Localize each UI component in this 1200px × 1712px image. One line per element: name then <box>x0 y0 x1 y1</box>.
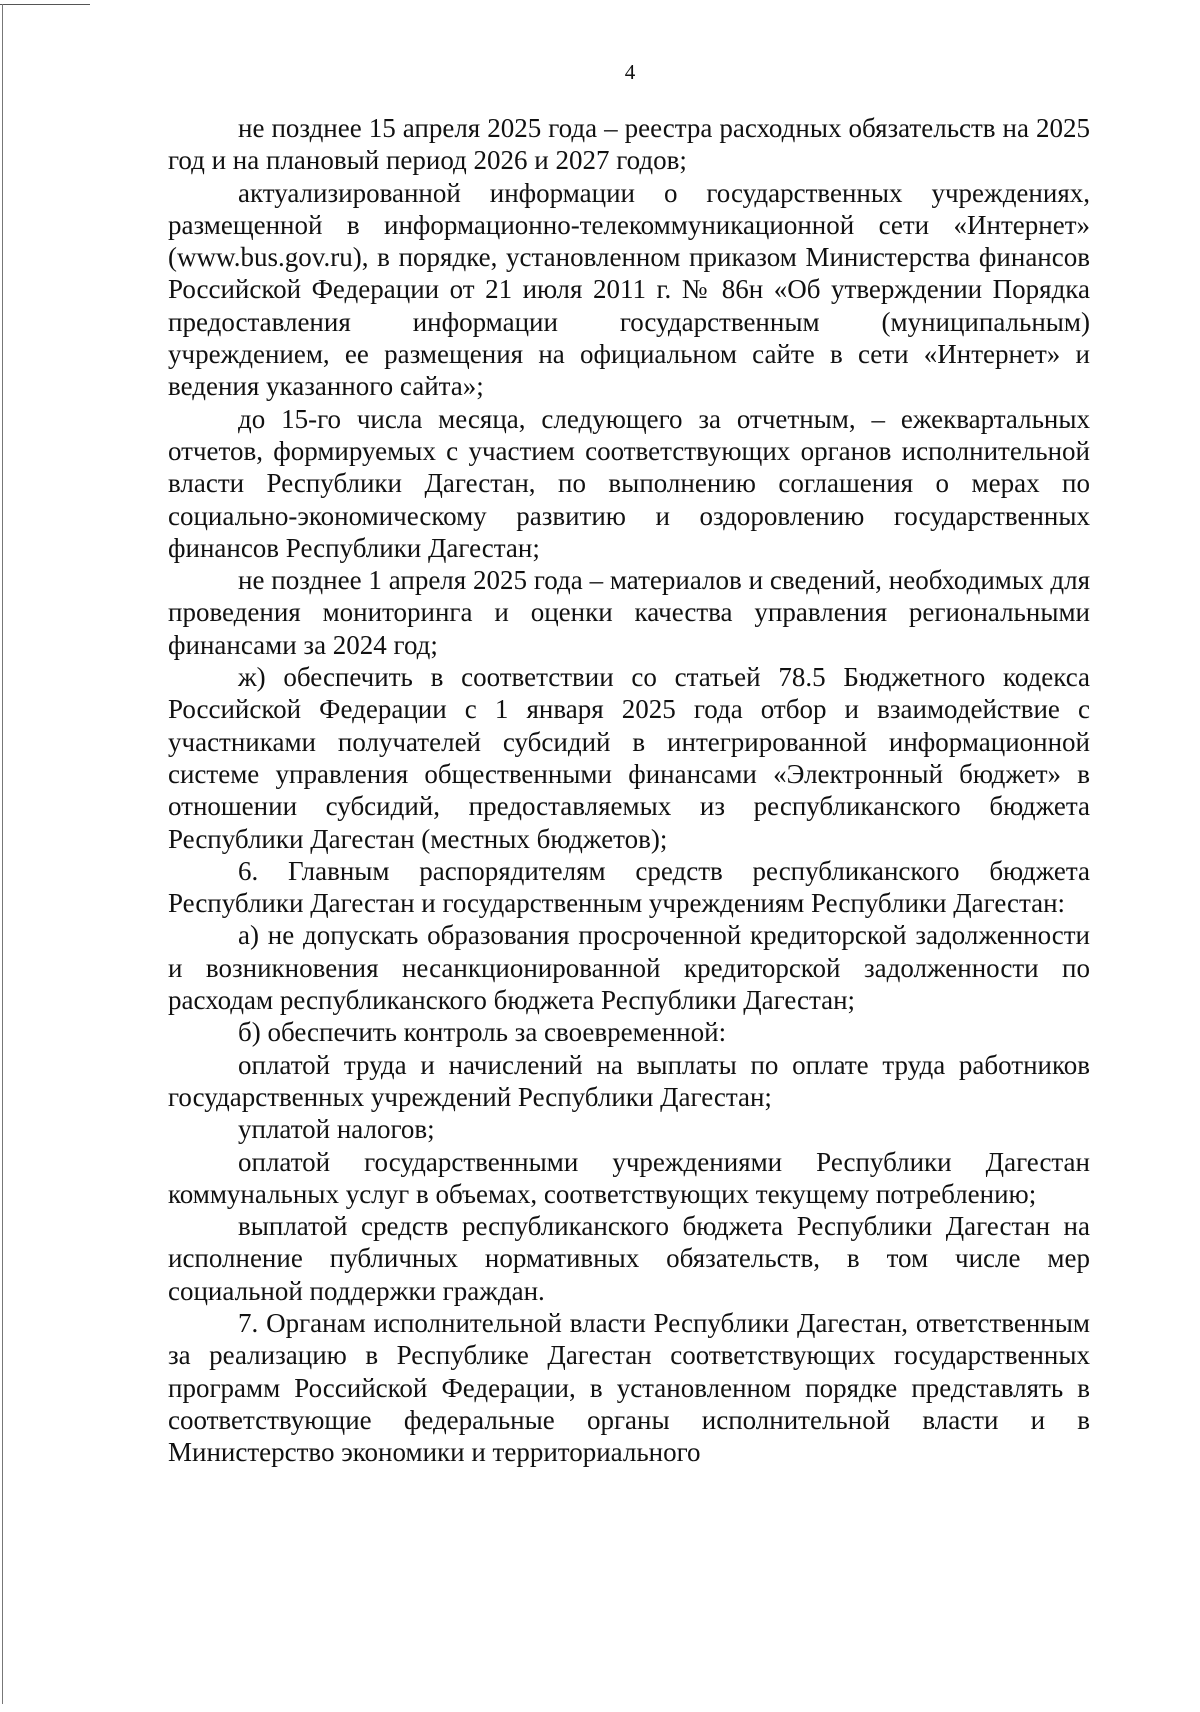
page-number: 4 <box>624 60 636 84</box>
paragraph: а) не допускать образования просроченной кредиторской задолженности и возникновения несанкционированной кредиторской задолженности по расходам республиканского бюджета Республики Дагестан; <box>168 920 1090 1016</box>
paragraph: ж) обеспечить в соответствии со статьей 78.5 Бюджетного кодекса Российской Федерации с 1 января 2025 года отбор и взаимодействие с участниками получателей субсидий в интегрированной информационной системе управления общественными финансами «Электронный бюджет» в отношении субсидий, предоставляемых из республиканского бюджета Республики Дагестан (местных бюджетов); <box>168 662 1090 854</box>
paragraph: уплатой налогов; <box>238 1114 435 1145</box>
document-body <box>168 112 1090 1468</box>
paragraph: 6. Главным распорядителям средств республиканского бюджета Республики Дагестан и государственным учреждениям Республики Дагестан: <box>168 855 1090 919</box>
paragraph: выплатой средств республиканского бюджета Республики Дагестан на исполнение публичных нормативных обязательств, в том числе мер социальной поддержки граждан. <box>168 1211 1090 1306</box>
paragraph: оплатой труда и начислений на выплаты по оплате труда работников государственных учреждений Республики Дагестан; <box>168 1049 1090 1112</box>
paragraph: не позднее 1 апреля 2025 года – материалов и сведений, необходимых для проведения мониторинга и оценки качества управления региональными финансами за 2024 год; <box>168 565 1090 660</box>
paragraph: не позднее 15 апреля 2025 года – реестра расходных обязательств на 2025 год и на плановый период 2026 и 2027 годов; <box>168 113 1090 176</box>
scan-edge-top <box>0 4 90 5</box>
paragraph: б) обеспечить контроль за своевременной: <box>238 1017 727 1048</box>
paragraph: 7. Органам исполнительной власти Республики Дагестан, ответственным за реализацию в Республике Дагестан соответствующих государственных программ Российской Федерации, в установленном порядке представлять в соответствующие федеральные органы исполнительной власти и в Министерство экономики и территориального <box>168 1307 1090 1468</box>
paragraph: актуализированной информации о государственных учреждениях, размещенной в информационно-телекоммуникационной сети «Интернет» (www.bus.gov.ru), в порядке, установленном приказом Министерства финансов Российской Федерации от 21 июля 2011 г. № 86н «Об утверждении Порядка предоставления информации государственным (муниципальным) учреждением, ее размещения на официальном сайте в сети «Интернет» и ведения указанного сайта»; <box>168 177 1090 402</box>
paragraph: до 15-го числа месяца, следующего за отчетным, – ежеквартальных отчетов, формируемых с участием соответствующих органов исполнительной власти Республики Дагестан, по выполнению соглашения о мерах по социально-экономическому развитию и оздоровлению государственных финансов Республики Дагестан; <box>168 403 1090 563</box>
scan-edge-left <box>2 4 3 1704</box>
paragraph: оплатой государственными учреждениями Республики Дагестан коммунальных услуг в объемах, соответствующих текущему потреблению; <box>168 1146 1090 1209</box>
